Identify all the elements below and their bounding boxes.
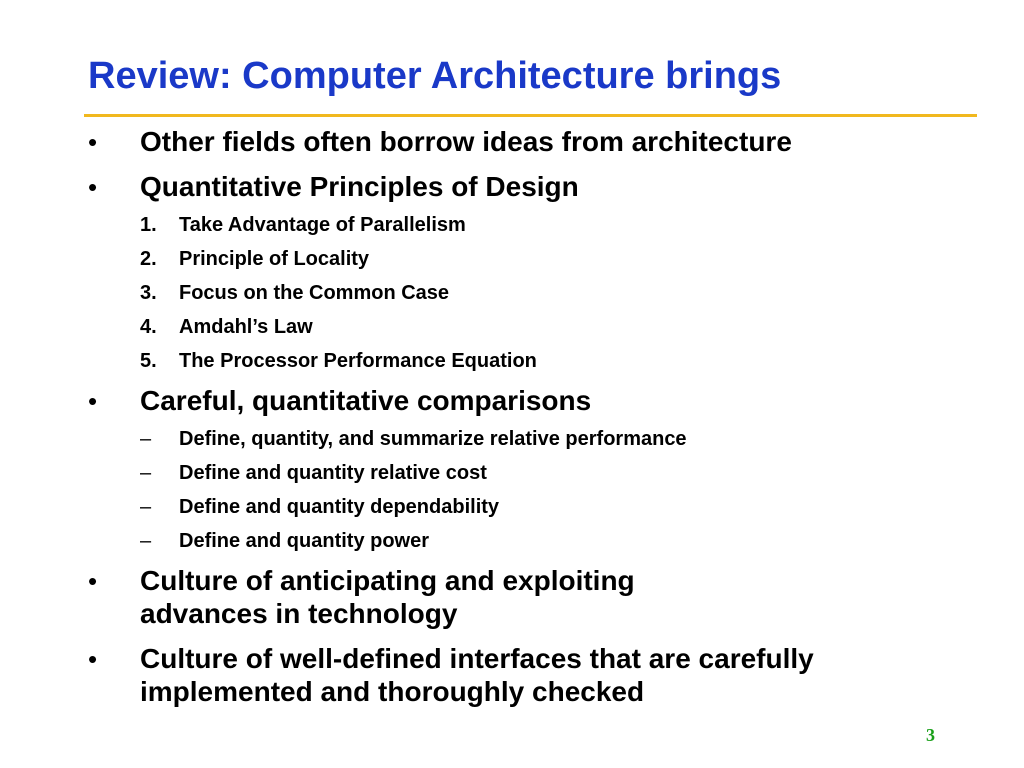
subitem-text: Define and quantity power: [179, 530, 430, 552]
numbered-marker: 3.: [140, 282, 157, 304]
numbered-marker: 4.: [140, 316, 157, 338]
bullet-marker: •: [88, 644, 98, 674]
subitem-text: Amdahl’s Law: [179, 316, 313, 338]
dash-marker: –: [140, 530, 152, 552]
numbered-marker: 1.: [140, 214, 157, 236]
subitem-text: Focus on the Common Case: [179, 282, 450, 304]
bullet-text-line: implemented and thoroughly checked: [140, 676, 645, 707]
subitem-text: Define and quantity relative cost: [179, 462, 487, 484]
bullet-marker: •: [88, 386, 98, 416]
subitem-text: The Processor Performance Equation: [179, 350, 537, 372]
bullet-text-line: advances in technology: [140, 598, 458, 629]
bullet-text: Other fields often borrow ideas from architecture: [140, 126, 792, 157]
bullet-text-line: Culture of anticipating and exploiting: [140, 565, 635, 596]
bullet-marker: •: [88, 566, 98, 596]
dash-marker: –: [140, 428, 152, 450]
bullet-text: Careful, quantitative comparisons: [140, 385, 592, 416]
bullet-text: Quantitative Principles of Design: [140, 171, 579, 202]
page-number: 3: [926, 725, 935, 745]
subitem-text: Take Advantage of Parallelism: [179, 214, 466, 236]
subitem-text: Principle of Locality: [179, 248, 370, 270]
subitem-text: Define, quantity, and summarize relative performance: [179, 428, 687, 450]
bullet-marker: •: [88, 127, 98, 157]
slide-title: Review: Computer Architecture brings: [88, 55, 782, 97]
bullet-text-line: Culture of well-defined interfaces that are carefully: [140, 643, 814, 674]
dash-marker: –: [140, 496, 152, 518]
title-divider: [84, 114, 977, 117]
subitem-text: Define and quantity dependability: [179, 496, 500, 518]
numbered-marker: 2.: [140, 248, 157, 270]
dash-marker: –: [140, 462, 152, 484]
bullet-marker: •: [88, 172, 98, 202]
numbered-marker: 5.: [140, 350, 157, 372]
